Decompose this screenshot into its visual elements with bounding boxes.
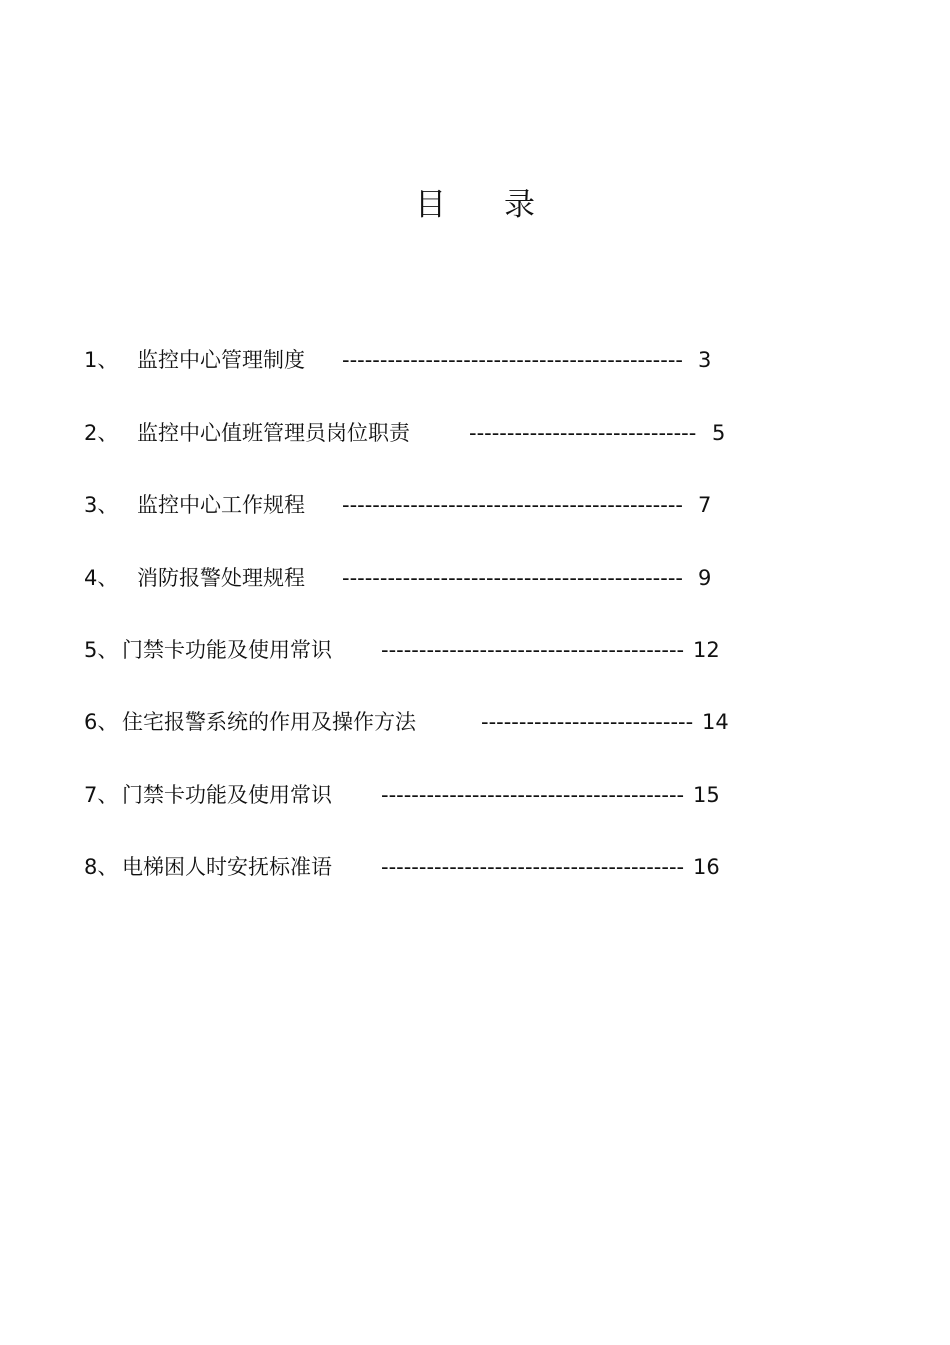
document-title-first-char: 目 bbox=[415, 187, 446, 223]
toc-entry-leader: ---------------------------------------- bbox=[381, 855, 685, 879]
toc-entry-number: 6、 bbox=[84, 710, 119, 734]
toc-entry-page: 9 bbox=[698, 566, 712, 590]
toc-entry-page: 3 bbox=[698, 348, 712, 372]
toc-entry-number: 4、 bbox=[84, 566, 119, 590]
toc-entry-number: 1、 bbox=[84, 348, 119, 372]
toc-entry-leader: --------------------------------------------- bbox=[342, 348, 683, 372]
toc-entry-leader: ---------------------------------------- bbox=[381, 638, 685, 662]
toc-entry-leader: --------------------------------------------- bbox=[342, 493, 683, 517]
toc-entry-leader: ------------------------------ bbox=[469, 421, 697, 445]
toc-entry-title: 住宅报警系统的作用及操作方法 bbox=[122, 710, 416, 734]
toc-entry-page: 12 bbox=[693, 638, 720, 662]
toc-entry-page: 5 bbox=[712, 421, 726, 445]
toc-entry-number: 3、 bbox=[84, 493, 119, 517]
toc-entry-title: 门禁卡功能及使用常识 bbox=[122, 783, 332, 807]
toc-entry-title: 监控中心工作规程 bbox=[137, 493, 305, 517]
toc-entry-leader: --------------------------------------------- bbox=[342, 566, 683, 590]
document-title-second-char: 录 bbox=[504, 187, 535, 223]
toc-entry-title: 消防报警处理规程 bbox=[137, 566, 305, 590]
toc-entry-page: 16 bbox=[693, 855, 720, 879]
toc-entry-number: 8、 bbox=[84, 855, 119, 879]
toc-entry-number: 7、 bbox=[84, 783, 119, 807]
toc-entry-page: 7 bbox=[698, 493, 712, 517]
toc-entry-page: 15 bbox=[693, 783, 720, 807]
toc-entry-page: 14 bbox=[702, 710, 729, 734]
toc-entry-title: 门禁卡功能及使用常识 bbox=[122, 638, 332, 662]
toc-entry-number: 5、 bbox=[84, 638, 119, 662]
toc-entry-number: 2、 bbox=[84, 421, 119, 445]
toc-entry-leader: ---------------------------------------- bbox=[381, 783, 685, 807]
toc-entry-leader: ---------------------------- bbox=[481, 710, 694, 734]
toc-entry-title: 监控中心值班管理员岗位职责 bbox=[137, 421, 410, 445]
toc-entry-title: 监控中心管理制度 bbox=[137, 348, 305, 372]
document-title bbox=[0, 187, 950, 223]
toc-entry-title: 电梯困人时安抚标准语 bbox=[122, 855, 332, 879]
